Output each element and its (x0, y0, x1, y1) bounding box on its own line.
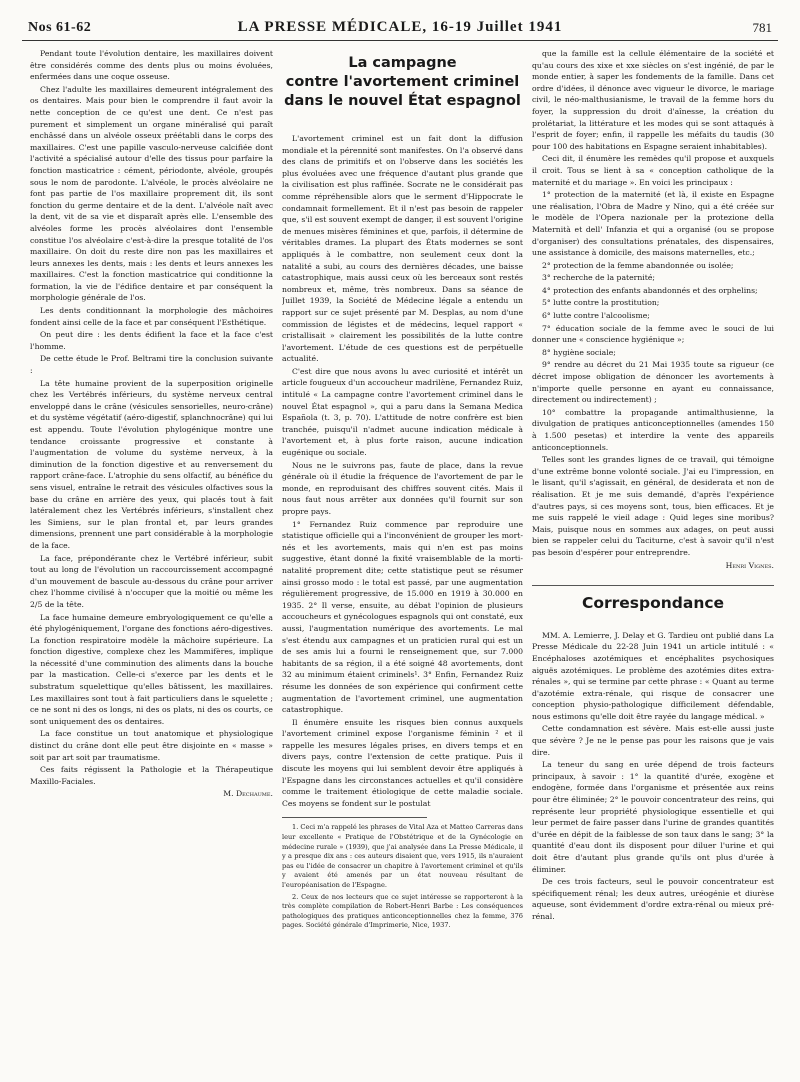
paragraph: Ces faits régissent la Pathologie et la Thérapeutique Maxillo-Faciales. (30, 765, 273, 786)
list-item: 5° lutte contre la prostitution; (542, 298, 660, 308)
paragraph: Nous ne le suivrons pas, faute de place, dans la revue générale où il étudie la fréquence de l'avortement de par le monde, en reproduisant des chiffres souvent cités. Mais il nous faut nous arrêter aux données qu'il fournit sur son propre pays. (282, 460, 523, 516)
list-item: 4° protection des enfants abandonnés et des orphelins; (542, 285, 758, 295)
list-item: 2° protection de la femme abandonnée ou isolée; (542, 260, 734, 270)
paragraph: 1° protection de la maternité (et là, il existe en Espagne une réalisation, l'Obra de Madre y Nino, qui a été créée sur le modèle de l'Opera nazionale per la protezione della Maternità et dell' Infanzia et qui a organisé (ou se propose d'organiser) des consultations prénatales, des dispensaires, une assistance à domicile, des maisons maternelles, etc.; (532, 190, 774, 258)
list-item: 10° combattre la propagande antimalthusienne, la divulgation de pratiques anticonceptionnelles (amendes 150 à 1.500 pesetas) et interdire la vente des appareils anticonceptionnels. (532, 407, 774, 452)
column-2 (282, 48, 523, 1068)
paragraph: Il énumère ensuite les risques bien connus auxquels l'avortement criminel expose l'organisme féminin ² et il rappelle les mesures légales prises, en divers temps et en divers pays, contre l'extension de cette pratique. Puis il discute les moyens qui lui semblent devoir être appliqués à l'Espagne dans les circonstances actuelles et qu'il considère comme le traitement étiologique de cette maladie sociale. Ces moyens se fondent sur le postulat (282, 717, 523, 808)
list-item: 6° lutte contre l'alcoolisme; (542, 311, 650, 321)
issue-number: Nos 61-62 (28, 20, 92, 35)
paragraph: La teneur du sang en urée dépend de trois facteurs principaux, à savoir : 1° la quantité d'urée, exogène et endogène, formée dans l'organisme et présentée aux reins pour être éliminée; 2° le pouvoir concentrateur des reins, qui représente leur propriété physiologique essentielle et qui leur permet de faire passer dans l'urine de grandes quantités d'urée en dépit de la faiblesse de son taux dans le sang; 3° la quantité d'eau dont ils disposent pour diluer l'urine et qui doit être d'autant plus grande qu'ils ont plus d'urée à éliminer. (532, 760, 774, 874)
paragraph: La tête humaine provient de la superposition originelle chez les Vertébrés inférieurs, du système nerveux central enveloppé dans le crâne (vésicules sensorielles, neuro-crâne) et du système végétatif (aéro-digestif, splanchnocrâne) qui lui est appendu. Toute l'évolution phylogénique montre une tendance croissante progressive et constante à l'augmentation de volume du système nerveux, à la diminution de la fonction digestive et au renversement du rapport crâne-face. L'atrophie du sens olfactif, au bénéfice du sens visuel, entraîne le retrait des vésicules olfactives sous la base du crâne en arrière des yeux, qui placés tout à fait latéralement chez les Vertébrés inférieurs, s'installent chez les Simiens, sur le plan frontal et, par leurs grandes dimensions, prennent une part considérable à la morphologie de la face. (30, 378, 273, 550)
paragraph: La face humaine demeure embryologiquement ce qu'elle a été phylogéniquement, l'organe des fonctions aéro-digestives. La fonction respiratoire modèle la mâchoire supérieure. La fonction digestive, complexe chez les Mammifères, implique la nécessité d'une comminution des aliments dans la bouche par la mastication. Celle-ci s'exerce par les dents et le substratum squelettique qu'elles bâtissent, les maxillaires. Les maxillaires sont tout à fait particuliers dans le squelette ; ce ne sont ni des os longs, ni des os plats, ni des os courts, ce sont uniquement des os dentaires. (30, 612, 273, 726)
footnote-divider (282, 817, 427, 818)
column-1 (30, 48, 273, 1068)
paragraph: De cette étude le Prof. Beltrami tire la conclusion suivante : (30, 354, 273, 376)
running-header (22, 18, 778, 41)
list-item: 7° éducation sociale de la femme avec le souci de lui donner une « conscience hygiénique »; (532, 323, 774, 345)
paragraph: Les dents conditionnant la morphologie des mâchoires fondent ainsi celle de la face et par conséquent l'Esthétique. (30, 306, 273, 327)
footnote: 2. Ceux de nos lecteurs que ce sujet intéresse se rapporteront à la très complète compilation de Robert-Henri Barbe : Les conséquences pathologiques des pratiques anticonceptionnelles chez la femme, 376 pages. Société générale d'Imprimerie, Nice, 1937. (282, 892, 523, 930)
paragraph: La face, prépondérante chez le Vertébré inférieur, subit tout au long de l'évolution un raccourcissement accompagné d'un mouvement de bascule au-dessous du crâne pour arriver chez l'homme civilisé à n'occuper que la moitié ou même les 2/5 de la tête. (30, 553, 273, 609)
list-item: 8° hygiène sociale; (542, 347, 616, 357)
paragraph: 1° Fernandez Ruiz commence par reproduire une statistique officielle qui a l'inconvénient de grouper les mort-nés et les avortements, mais qui n'en est pas moins suggestive, étant donné la fixité vraisemblable de la morti-natalité proprement dite; cette statistique peut se résumer ainsi grosso modo : le total est passé, par une augmentation régulièrement progressive, de 15.000 en 1919 à 30.000 en 1935. 2° Il verse, ensuite, au débat l'opinion de plusieurs accoucheurs et gynécologues espagnols qui ont constaté, eux aussi, l'augmentation numérique des avortements. Le mal s'est étendu aux campagnes et un praticien rural qui est un de ses amis lui a fourni le renseignement que, sur 7.000 habitants de sa région, il a été soigné 48 avortements, dont 32 au minimum étaient criminels¹. 3° Enfin, Fernandez Ruiz résume les données de son expérience qui confirment cette augmentation de l'avortement criminel, une augmentation catastrophique. (282, 519, 523, 715)
paragraph: Chez l'adulte les maxillaires demeurent intégralement des os dentaires. Mais pour bien le comprendre il faut avoir la nette conception de ce qu'est une dent. Ce n'est pas purement et simplement un organe minéralisé qui paraît enchâssé dans un alvéole osseux préétabli dans le corps des maxillaires. C'est une papille vasculo-nerveuse calcifiée dont l'activité a spécialisé autour d'elle des tissus pour parfaire la fonction masticatrice : cément, périodonte, alvéole, groupés sous le nom de parodonte. L'alvéole, le procès alvéolaire ne font pas partie de l'os maxillaire proprement dit, ils sont fonction du germe dentaire et de la dent. L'alvéole naît avec la dent, vit de sa vie et disparaît après elle. L'ensemble des alvéoles forme les procès alvéolaires dont l'ensemble constitue l'os alvéolaire c'est-à-dire la presque totalité de l'os maxillaire. On doit du reste dire non pas les maxillaires et leurs annexes les dents, mais : les dents et leurs annexes les maxillaires. C'est la fonction masticatrice qui conditionne la formation, la vie de l'édifice dentaire et par conséquent la morphologie générale de l'os. (30, 84, 273, 303)
column-3 (532, 48, 774, 1068)
journal-title: LA PRESSE MÉDICALE, 16-19 Juillet 1941 (237, 19, 563, 35)
paragraph: Ceci dit, il énumère les remèdes qu'il propose et auxquels il croit. Tous se lient à sa « conception catholique de la maternité et du mariage ». En voici les principaux : (532, 154, 774, 187)
paragraph: L'avortement criminel est un fait dont la diffusion mondiale et la pérennité sont manifestes. On l'a observé dans des clans de primitifs et on l'observe dans les sociétés les plus évoluées avec une fréquence d'autant plus grande que la civilisation est plus raffinée. Socrate ne le considérait pas comme répréhensible alors que le serment d'Hippocrate le condamnait formellement. Et il n'est pas besoin de rappeler que, s'il est souvent exempt de danger, il est souvent l'origine de menues misères féminines et que, parfois, il détermine de véritables drames. La plupart des États modernes se sont appliqués à le combattre, non seulement ceux dont la natalité a subi, au cours des dernières décades, une baisse catastrophique, mais aussi ceux où les berceaux sont restés nombreux et, même, très nombreux. Dans sa séance de Juillet 1939, la Société de Médecine légale a entendu un rapport sur ce sujet présenté par M. Desplas, au nom d'une commission de légistes et de médecins, lequel rapport « cristallisait » clairement les possibilités de la lutte contre l'avortement. L'étude de ces questions est de perpétuelle actualité. (282, 134, 523, 364)
paragraph: La face constitue un tout anatomique et physiologique distinct du crâne dont elle peut être disjointe en « masse » soit par art soit par traumatisme. (30, 729, 273, 762)
article-title-line: dans le nouvel État espagnol (284, 93, 521, 109)
list-item: 9° rendre au décret du 21 Mai 1935 toute sa rigueur (ce décret impose obligation de dénoncer les avortements à n'importe quelle personne en ayant eu connaissance, directement ou indirectement) ; (532, 360, 774, 405)
paragraph: C'est dire que nous avons lu avec curiosité et intérêt un article fougueux d'un accoucheur madrilène, Fernandez Ruiz, intitulé « La campagne contre l'avortement criminel dans le nouvel État espagnol », qui a paru dans la Semana Medica Española (t. 3, p. 70). L'attitude de notre confrère est bien tranchée, puisqu'il n'admet aucune indication médicale à l'avortement et, à plus forte raison, aucune indication eugénique ou sociale. (282, 366, 523, 458)
paragraph: De ces trois facteurs, seul le pouvoir concentrateur est spécifiquement rénal; les deux autres, uréogénie et diurèse aqueuse, sont évidemment d'ordre extra-rénal ou mieux pré-rénal. (532, 877, 774, 921)
paragraph: Cette condamnation est sévère. Mais est-elle aussi juste que sévère ? Je ne le pense pas pour les raisons que je vais dire. (532, 724, 774, 757)
paragraph: MM. A. Lemierre, J. Delay et G. Tardieu ont publié dans La Presse Médicale du 22-28 Juin 1941 un article intitulé : « Encéphaloses azotémiques et encéphalites psychosiques aiguës azotémiques. Le problème des azotémies dites extra-rénales », qui se termine par cette phrase : « Quant au terme d'azotémie extra-rénale, qui risque de consacrer une conception physio-pathologique difficilement défendable, nous estimons qu'elle doit être rayée du langage médical. » (532, 630, 774, 721)
article-title (282, 54, 523, 111)
footnotes (282, 823, 523, 931)
article-title-line: contre l'avortement criminel (285, 74, 520, 90)
page-number: 781 (752, 20, 772, 35)
paragraph: On peut dire : les dents édifient la face et la face c'est l'homme. (30, 330, 273, 351)
author-signature: M. Dechaume. (223, 789, 273, 799)
paragraph: Telles sont les grandes lignes de ce travail, qui témoigne d'une extrême bonne volonté sociale. J'ai eu l'impression, en le lisant, qu'il s'agissait, en général, de desiderata et non de réalisation. Et je me suis demandé, d'après l'expérience d'autres pays, si ces moyens sont, tous, bien efficaces. Et je me suis rappelé le vieil adage : Quid leges sine moribus? Mais, puisque nous en sommes aux adages, on peut aussi bien se rappeler celui du Taciturne, c'est à savoir qu'il n'est pas besoin d'espérer pour entreprendre. (532, 455, 774, 557)
article-title-line: La campagne (348, 55, 457, 71)
paragraph: Pendant toute l'évolution dentaire, les maxillaires doivent être considérés comme des dents plus ou moins évoluées, enfermées dans une coque osseuse. (30, 49, 273, 82)
section-title: Correspondance (532, 585, 774, 618)
paragraph: que la famille est la cellule élémentaire de la société et qu'au cours des xixe et xxe siècles on s'est ingénié, de par le monde entier, à saper les fondements de la famille. Dans cet ordre d'idées, il dénonce avec vigueur le divorce, le mariage civil, le néo-malthusianisme, le travail de la femme hors du foyer, la suppression du droit d'aînesse, la création du prolétariat, la littérature et les modes qui se sont attaqués à l'esprit de foyer; enfin, il rappelle les méfaits du taudis (30 pour 100 des habitations en Espagne seraient inhabitables). (532, 49, 774, 151)
list-item: 3° recherche de la paternité; (542, 273, 655, 283)
footnote: 1. Ceci m'a rappelé les phrases de Vital Aza et Matteo Carreras dans leur excellente « Pratique de l'Obstétrique et de la Gynécologie en médecine rurale » (1939), que j'ai analysée dans La Presse Médicale, il y a presque dix ans : ces auteurs disaient que, vers 1915, ils n'auraient pas eu l'idée de consacrer un chapitre à l'avortement criminel et qu'ils y avaient été amenés par un état nouveau résultant de l'européanisation de l'Espagne. (282, 823, 523, 889)
author-signature: Henri Vignes. (725, 560, 774, 570)
